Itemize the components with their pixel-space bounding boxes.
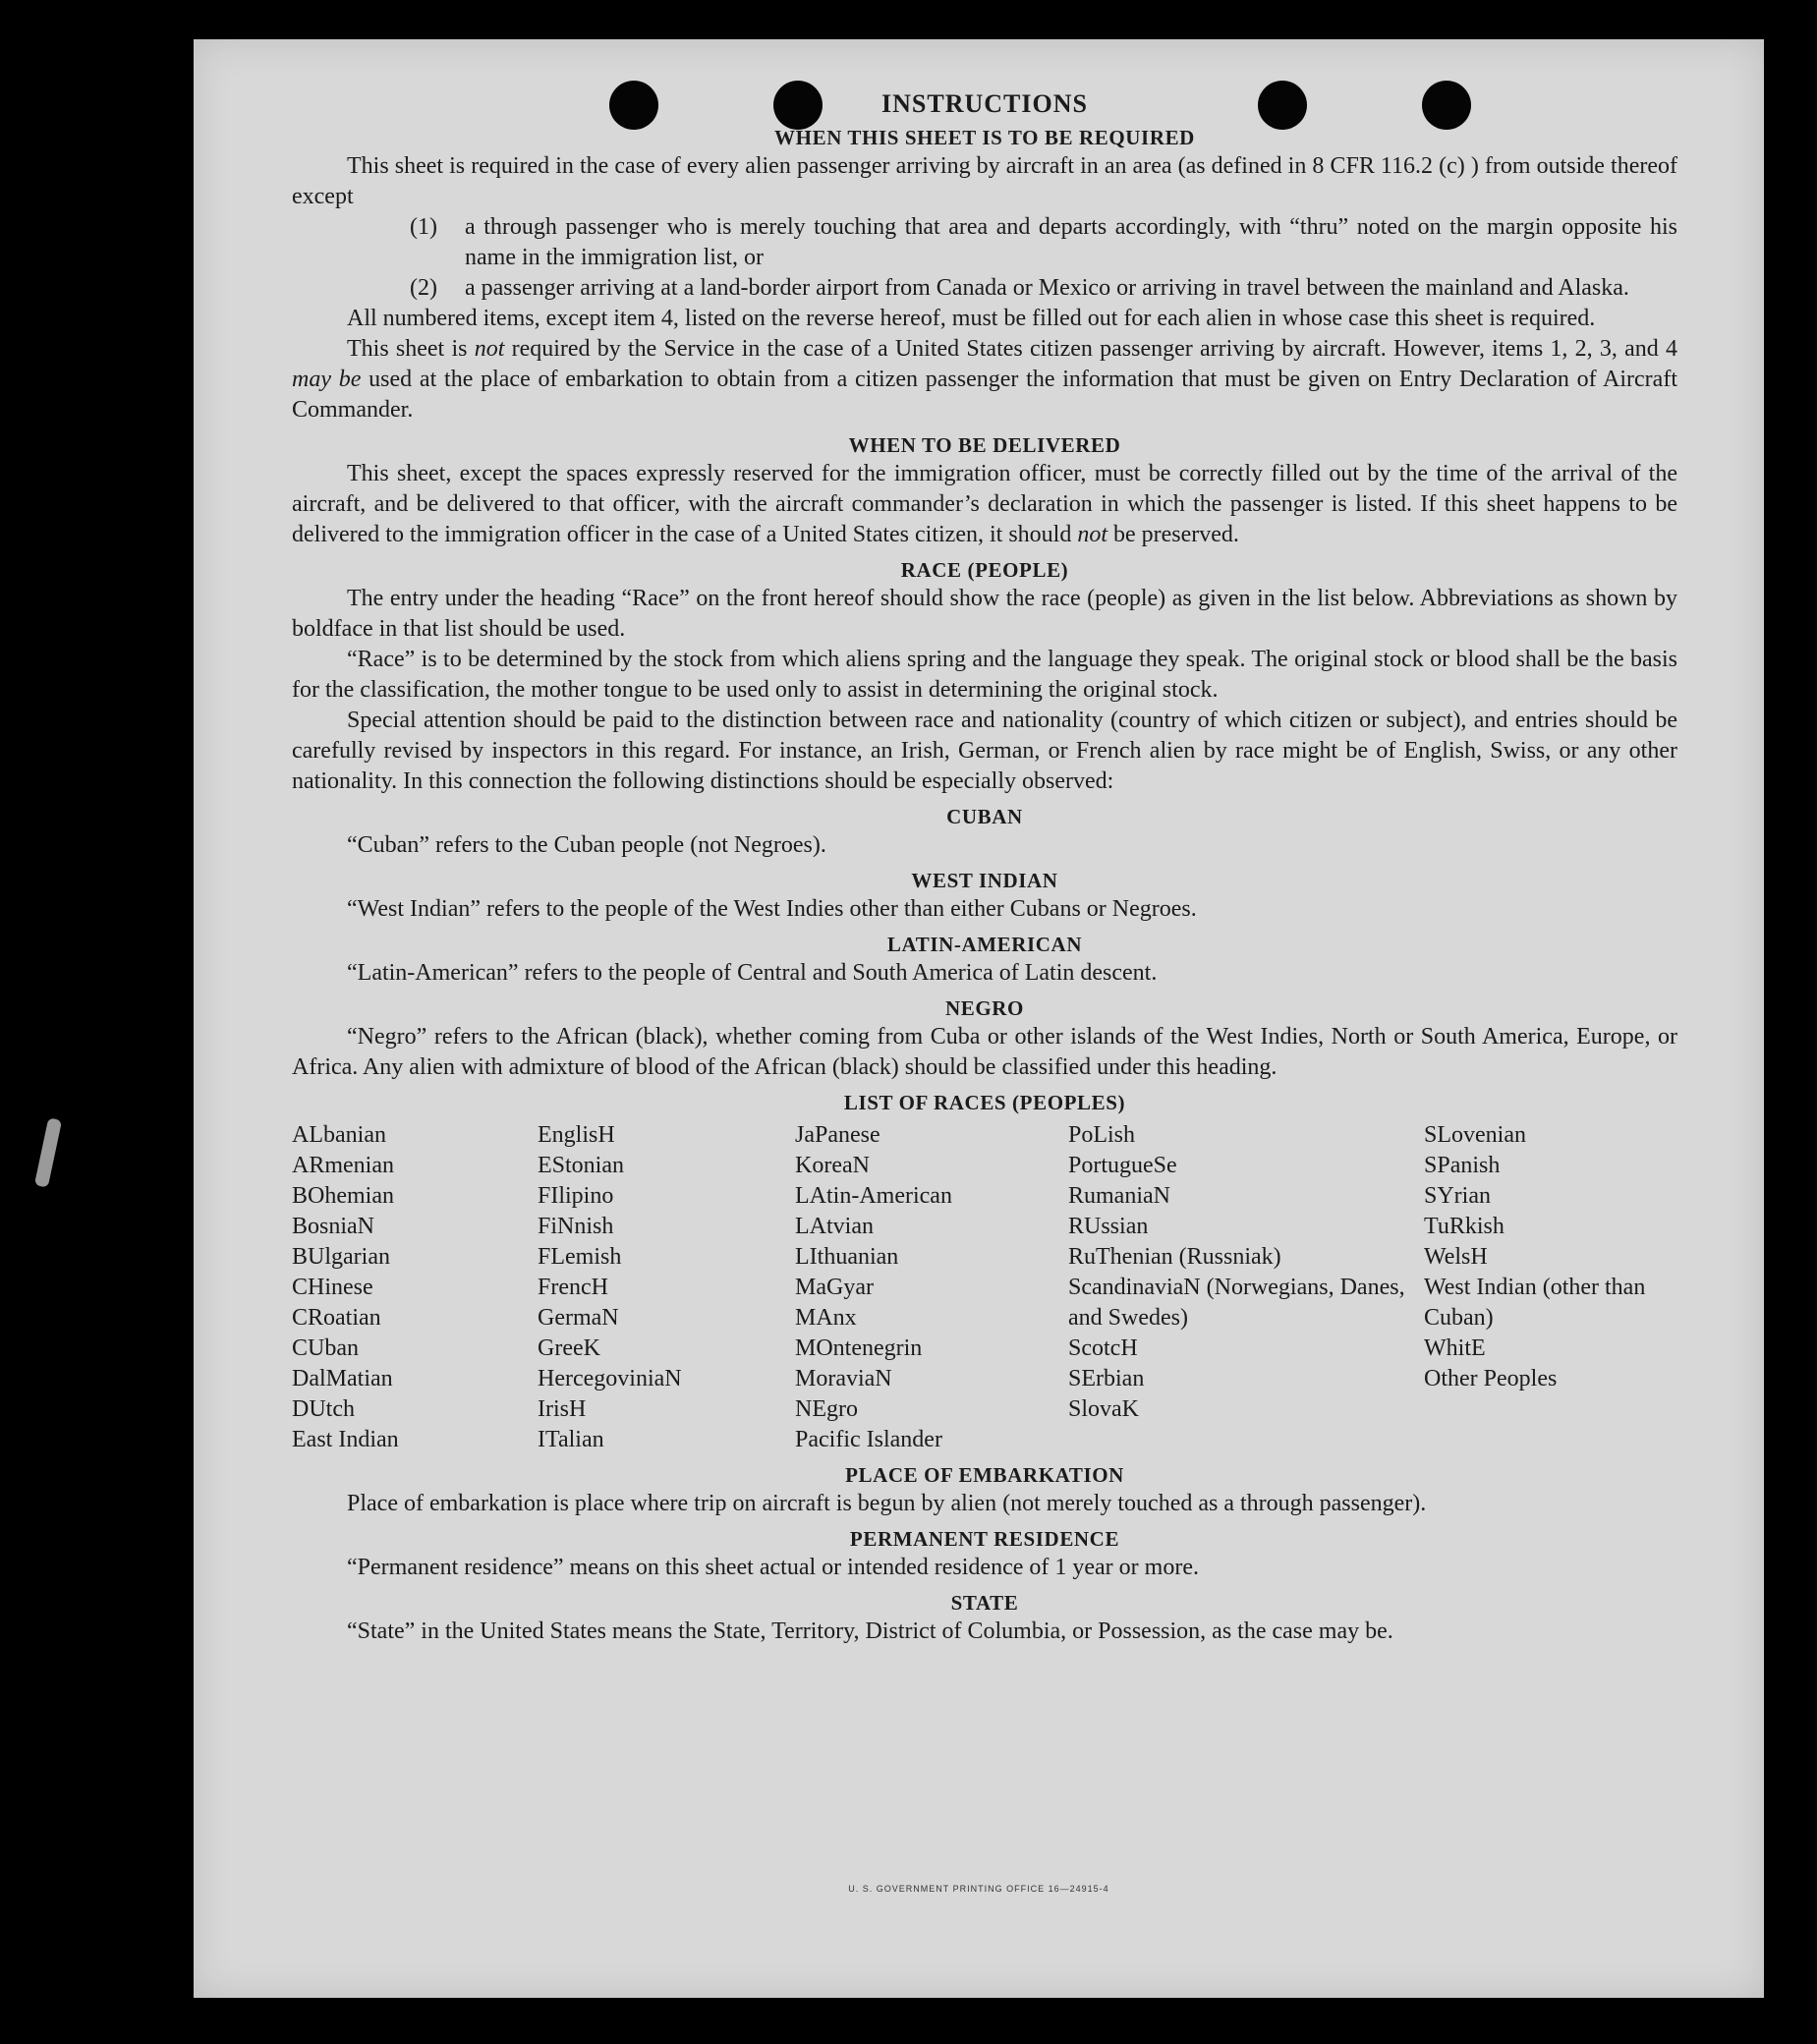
- race-item: SErbian: [1068, 1366, 1145, 1391]
- race-item: CRoatian: [292, 1305, 381, 1331]
- item-number: (1): [410, 214, 437, 240]
- race-item: DUtch: [292, 1396, 355, 1422]
- race-item: EnglisH: [538, 1122, 615, 1148]
- race-item: WelsH: [1424, 1244, 1488, 1270]
- race-item: MOntenegrin: [795, 1335, 923, 1361]
- race-item: Pacific Islander: [795, 1427, 942, 1452]
- item-text: a passenger arriving at a land-border airport from Canada or Mexico or arriving in travel between the mainland and Alaska.: [465, 275, 1629, 301]
- race-item: HercegoviniaN: [538, 1366, 682, 1391]
- list-item: [292, 212, 1677, 273]
- race-item: LIthuanian: [795, 1244, 899, 1270]
- race-item: KoreaN: [795, 1153, 870, 1178]
- paragraph: “Latin-American” refers to the people of Central and South America of Latin descent.: [347, 960, 1158, 986]
- paragraph: Place of embarkation is place where trip on aircraft is begun by alien (not merely touched as a through passenger).: [347, 1491, 1427, 1516]
- race-item: ScandinaviaN (Norwegians, Danes, and Swedes): [1068, 1275, 1405, 1331]
- section-heading: PERMANENT RESIDENCE: [849, 1527, 1120, 1551]
- race-item: ITalian: [538, 1427, 604, 1452]
- race-item: MoraviaN: [795, 1366, 892, 1391]
- race-item: NEgro: [795, 1396, 858, 1422]
- item-number: (2): [410, 275, 437, 301]
- paragraph: [292, 334, 1677, 426]
- paragraph: All numbered items, except item 4, listed on the reverse hereof, must be filled out for each alien in whose case this sheet is required.: [347, 306, 1596, 331]
- race-column: [795, 1120, 1068, 1455]
- paragraph: [292, 459, 1677, 550]
- race-item: JaPanese: [795, 1122, 880, 1148]
- race-item: BUlgarian: [292, 1244, 390, 1270]
- race-item: MAnx: [795, 1305, 857, 1331]
- race-item: GreeK: [538, 1335, 600, 1361]
- section-heading: LIST OF RACES (PEOPLES): [843, 1091, 1126, 1114]
- document-page: [194, 39, 1764, 1998]
- race-item: RUssian: [1068, 1214, 1149, 1239]
- section-heading: WHEN TO BE DELIVERED: [848, 433, 1121, 457]
- paragraph: Special attention should be paid to the distinction between race and nationality (country of which citizen or subject), and entries should be carefully revised by inspectors in this regard. For instance, an Irish, German, or French alien by race might be of English, Swiss, or any other nationality. In this connection the following distinctions should be especially observed:: [292, 708, 1677, 794]
- printer-imprint: U. S. GOVERNMENT PRINTING OFFICE 16—24915-4: [848, 1884, 1109, 1894]
- text-run: This sheet, except the spaces expressly reserved for the immigration officer, must be correctly filled out by the time of the arrival of the aircraft, and be delivered to that officer, with the aircraft commander’s declaration in which the passenger is listed. If this sheet happens to be delivered to the immigration officer in the case of a United States citizen, it should: [292, 461, 1677, 547]
- race-item: SLovenian: [1424, 1122, 1526, 1148]
- italic-text: not: [474, 336, 505, 362]
- section-heading: WEST INDIAN: [911, 869, 1058, 892]
- paragraph: This sheet is required in the case of every alien passenger arriving by aircraft in an area (as defined in 8 CFR 116.2 (c) ) from outside thereof except: [292, 153, 1677, 209]
- race-column: [1424, 1120, 1677, 1455]
- text-run: required by the Service in the case of a United States citizen passenger arriving by aircraft. However, items 1, 2, 3, and 4: [504, 336, 1677, 362]
- race-item: Other Peoples: [1424, 1366, 1558, 1391]
- paragraph: “Cuban” refers to the Cuban people (not Negroes).: [347, 832, 826, 858]
- race-item: PortugueSe: [1068, 1153, 1177, 1178]
- item-text: a through passenger who is merely touching that area and departs accordingly, with “thru” noted on the margin opposite his name in the immigration list, or: [465, 214, 1677, 270]
- race-item: FrencH: [538, 1275, 608, 1300]
- section-heading: LATIN-AMERICAN: [886, 933, 1083, 956]
- race-item: West Indian (other than Cuban): [1424, 1275, 1646, 1331]
- race-item: FIlipino: [538, 1183, 614, 1209]
- race-item: SYrian: [1424, 1183, 1491, 1209]
- paragraph: “Negro” refers to the African (black), whether coming from Cuba or other islands of the West Indies, North or South America, Europe, or Africa. Any alien with admixture of blood of the African (black) should be classified under this heading.: [292, 1024, 1677, 1080]
- race-list: [292, 1120, 1677, 1455]
- race-item: LAtvian: [795, 1214, 874, 1239]
- paragraph: “Race” is to be determined by the stock from which aliens spring and the language they speak. The original stock or blood shall be the basis for the classification, the mother tongue to be used only to assist in determining the original stock.: [292, 647, 1677, 703]
- text-run: used at the place of embarkation to obtain from a citizen passenger the information that must be given on Entry Declaration of Aircraft Commander.: [292, 367, 1677, 423]
- text-run: This sheet is: [347, 336, 475, 362]
- list-item: [292, 273, 1677, 304]
- race-item: WhitE: [1424, 1335, 1486, 1361]
- race-item: SPanish: [1424, 1153, 1501, 1178]
- paragraph: “West Indian” refers to the people of the West Indies other than either Cubans or Negroes.: [347, 896, 1197, 922]
- italic-text: not: [1077, 522, 1107, 547]
- race-item: GermaN: [538, 1305, 619, 1331]
- paragraph: The entry under the heading “Race” on the front hereof should show the race (people) as given in the list below. Abbreviations as shown by boldface in that list should be used.: [292, 586, 1677, 642]
- section-heading: RACE (PEOPLE): [900, 558, 1069, 582]
- race-item: RuThenian (Russniak): [1068, 1244, 1281, 1270]
- race-item: DalMatian: [292, 1366, 393, 1391]
- text-run: be preserved.: [1107, 522, 1239, 547]
- italic-text: may be: [292, 367, 362, 392]
- section-heading: WHEN THIS SHEET IS TO BE REQUIRED: [774, 126, 1195, 149]
- section-heading: STATE: [950, 1591, 1019, 1615]
- race-item: BosniaN: [292, 1214, 374, 1239]
- race-item: IrisH: [538, 1396, 587, 1422]
- race-column: [538, 1120, 795, 1455]
- paragraph: “Permanent residence” means on this sheet actual or intended residence of 1 year or more.: [347, 1555, 1199, 1580]
- race-item: FLemish: [538, 1244, 622, 1270]
- race-item: ALbanian: [292, 1122, 386, 1148]
- race-item: CUban: [292, 1335, 359, 1361]
- page-title: INSTRUCTIONS: [881, 89, 1088, 118]
- race-item: CHinese: [292, 1275, 373, 1300]
- race-item: RumaniaN: [1068, 1183, 1170, 1209]
- section-heading: NEGRO: [944, 996, 1024, 1020]
- race-item: SlovaK: [1068, 1396, 1139, 1422]
- race-item: ARmenian: [292, 1153, 394, 1178]
- instructions-body: [292, 85, 1677, 1647]
- film-smudge: [34, 1117, 62, 1187]
- race-item: East Indian: [292, 1427, 399, 1452]
- race-item: LAtin-American: [795, 1183, 952, 1209]
- race-column: [1068, 1120, 1424, 1455]
- paragraph: “State” in the United States means the State, Territory, District of Columbia, or Possession, as the case may be.: [347, 1618, 1393, 1644]
- race-item: ScotcH: [1068, 1335, 1138, 1361]
- race-column: [292, 1120, 538, 1455]
- section-heading: CUBAN: [946, 805, 1023, 828]
- race-item: MaGyar: [795, 1275, 874, 1300]
- race-item: FiNnish: [538, 1214, 614, 1239]
- race-item: TuRkish: [1424, 1214, 1505, 1239]
- section-heading: PLACE OF EMBARKATION: [845, 1463, 1124, 1487]
- race-item: BOhemian: [292, 1183, 394, 1209]
- race-item: EStonian: [538, 1153, 624, 1178]
- race-item: PoLish: [1068, 1122, 1136, 1148]
